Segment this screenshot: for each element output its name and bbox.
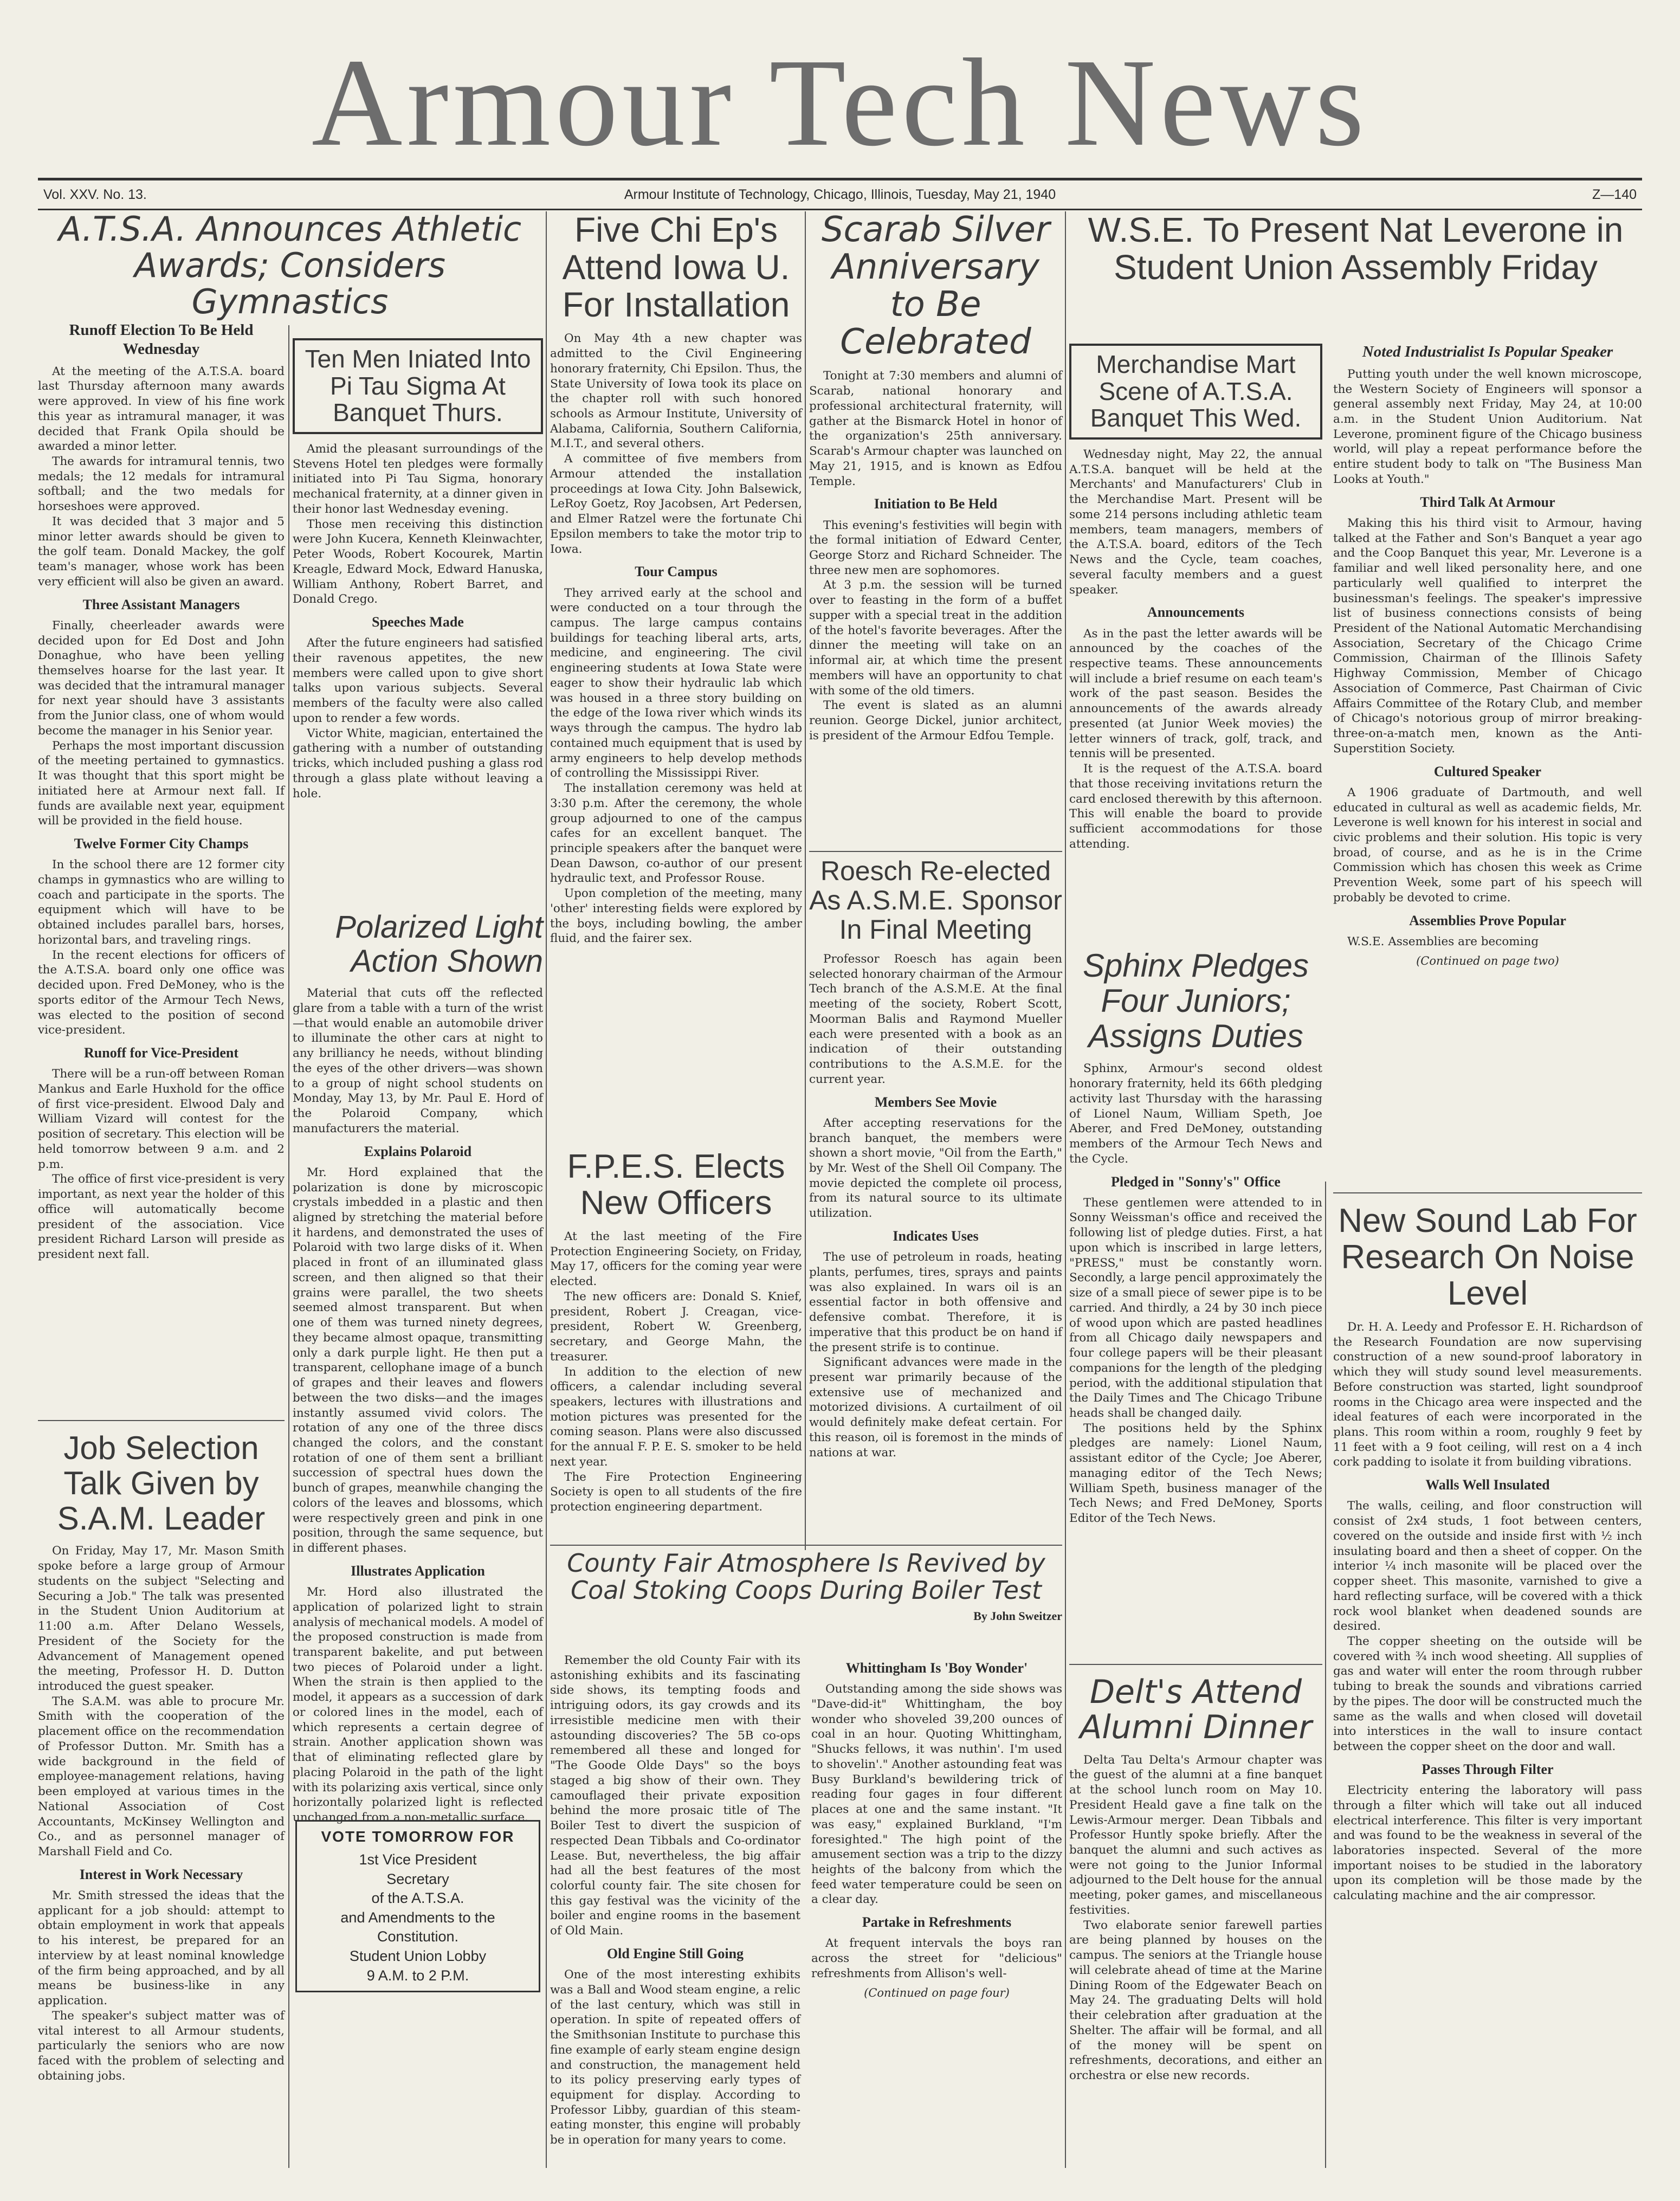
pitau-paragraph: After the future engineers had satisfied their ravenous appetites, the new members were called upon to give short talks upon various subjects. Several members of the faculty were also called upon to render a few words. xyxy=(293,636,543,725)
mart-headline-box xyxy=(1069,344,1322,440)
masthead-title: Armour Tech News xyxy=(311,33,1369,172)
polarized-article xyxy=(293,909,543,1825)
chiep-subhead: Tour Campus xyxy=(635,564,718,580)
polarized-subhead: Explains Polaroid xyxy=(364,1143,472,1159)
county-subhead: Old Engine Still Going xyxy=(606,1945,744,1961)
wse-subhead: Third Talk At Armour xyxy=(1420,494,1555,510)
mart-headline: Merchandise Mart Scene of A.T.S.A. Banquet This Wed. xyxy=(1090,350,1302,433)
chiep-paragraph: They arrived early at the school and were conducted on a tour through the campus. The large campus contains buildings for teaching liberal arts, arts, medicine, and engineering. The civil engineering students at Iowa State were eager to show their hydraulic lab which was housed in a three story building on the edge of the Iowa river which winds its ways through the campus. The hydro lab contained much equipment that is used by army engineers to help develop methods of controlling the Mississippi River. xyxy=(550,586,802,780)
atsa-paragraph: Perhaps the most important discussion of the meeting pertained to gymnastics. It was thought that this sport might be initiated here at Armour next fall. If funds are available next year, equipment will be provided in the field house. xyxy=(38,739,285,828)
wse-paragraph: Putting youth under the well known microscope, the Western Society of Engineers will sponsor a general assembly next Friday, May 24, at 10:00 a.m. in the Student Union Auditorium. Nat Leverone, prominent figure of the Chicago business world, will play a repeat performance before the entire student body to talk on "The Business Man Looks at Youth." xyxy=(1333,367,1642,486)
pitau-headline: Ten Men Iniated Into Pi Tau Sigma At Banquet Thurs. xyxy=(305,345,531,427)
wse-article xyxy=(1333,336,1642,1192)
section-rule xyxy=(38,1420,285,1421)
mart-article xyxy=(1069,341,1322,938)
roesch-subhead: Members See Movie xyxy=(874,1094,997,1110)
fpes-headline: F.P.E.S. Elects New Officers xyxy=(567,1148,785,1222)
sam-article xyxy=(38,1431,285,2173)
atsa-article xyxy=(38,314,285,1387)
county-byline: By John Sweitzer xyxy=(973,1609,1062,1623)
wse-continued: (Continued on page two) xyxy=(1416,954,1559,967)
atsa-paragraph: It was decided that 3 major and 5 minor letter awards should be given to the golf team. Donald Mackey, the golf team's manager, whose work has been very efficient will also be given an award. xyxy=(38,514,285,589)
pitau-headline-box xyxy=(293,338,543,434)
atsa-subhead: Twelve Former City Champs xyxy=(74,836,249,852)
atsa-subhead: Three Assistant Managers xyxy=(82,596,240,612)
roesch-subhead: Indicates Uses xyxy=(893,1228,979,1244)
column-rule xyxy=(1325,1182,1326,2168)
wse-subhead: Cultured Speaker xyxy=(1433,763,1542,779)
sam-paragraph: The S.A.M. was able to procure Mr. Smith with the cooperation of the placement office on the recommendation of Professor Dutton. Mr. Smith has a wide background in the field of employee-management relations, having been employed at various times in the National Association of Cost Accountants, McKinsey Wellington and Co., and as personnel manager of Marshall Field and Co. xyxy=(38,1694,285,1859)
atsa-paragraph: There will be a run-off between Roman Mankus and Earle Huxhold for the office of first vice-president. Elwood Daly and William Vizard will contest for the position of secretary. This election will be held tomorrow between 9 a.m. and 2 p.m. xyxy=(38,1067,285,1171)
polarized-paragraph: Mr. Hord also illustrated the application of polarized light to strain analysis of mechanical models. A model of the proposed construction is made from transparent bakelite, and put between two pieces of Polaroid under a light. When the strain is then applied to the model, it appears as a succession of dark or colored lines in the model, each of which represents a certain degree of strain. Another application shown was that of eliminating reflected glare by placing Polaroid in the path of the light with its polarizing axis vertical, since only horizontally polarized light is reflected unchanged from a non-metallic surface. xyxy=(293,1585,543,1825)
roesch-paragraph: After accepting reservations for the branch banquet, the members were shown a short movie, "Oil from the Earth," by Mr. West of the Shell Oil Company. The movie depicted the complete oil process, from its natural source to its ultimate utilization. xyxy=(809,1116,1062,1221)
chiep-headline: Five Chi Ep's Attend Iowa U. For Installation xyxy=(562,210,790,325)
county-column xyxy=(811,1653,1062,2173)
column-rule xyxy=(546,211,547,2168)
dateline-bar xyxy=(38,178,1642,210)
county-paragraph: One of the most interesting exhibits was a Ball and Wood steam engine, a relic of the last century, which was still in operation. In spite of repeated offers of the Smithsonian Institute to purchase this fine example of early steam engine design and construction, the management held to its policy preserving early types of equipment for display. According to Professor Libby, guardian of this steam-eating monster, this engine will probably be in operation for many years to come. xyxy=(550,1968,800,2147)
vote-line: 1st Vice President xyxy=(359,1851,477,1868)
delt-paragraph: Two elaborate senior farewell parties are being planned by houses on the campus. The seniors at the Triangle house will celebrate ahead of time at the Marine Dining Room of the Edgewater Beach on May 24. The graduating Delts will hold their celebration after graduation at the Shelter. The affair will be formal, and all of the money will be spent on refreshments, decorations, and either an orchestra or else new records. xyxy=(1069,1918,1322,2083)
atsa-paragraph: At the meeting of the A.T.S.A. board last Thursday afternoon many awards were approved. In view of his fine work this year as intramural manager, it was decided that Frank Opila should be awarded a minor letter. xyxy=(38,364,285,454)
volume-number: Vol. XXV. No. 13. xyxy=(43,187,147,202)
sphinx-subhead: Pledged in "Sonny's" Office xyxy=(1111,1173,1281,1190)
vote-line: Secretary xyxy=(386,1870,449,1887)
wse-headline-block xyxy=(1069,211,1642,331)
fpes-paragraph: In addition to the election of new officers, a calendar including several speakers, lectures with illustrations and motion pictures was presented for the coming season. Plans were also discussed for the annual F. P. E. S. smoker to be held next year. xyxy=(550,1365,802,1469)
wse-subhead: Assemblies Prove Popular xyxy=(1409,912,1566,928)
fpes-paragraph: The Fire Protection Engineering Society is open to all students of the fire protection engineering department. xyxy=(550,1470,802,1514)
wse-subhead: Noted Industrialist Is Popular Speaker xyxy=(1362,343,1613,360)
column-rule xyxy=(288,325,289,2168)
roesch-paragraph: The use of petroleum in roads, heating plants, perfumes, tires, sprays and paints was also explained. In wars oil is an essential factor in both offensive and defensive combat. Therefore, it is imperative that this product be on hand if the present strife is to continue. xyxy=(809,1250,1062,1354)
sphinx-paragraph: Sphinx, Armour's second oldest honorary fraternity, held its 66th pledging activity last Thursday with the harassing of Lionel Naum, William Speth, Joe Aberer, and Fred DeMoney, outstanding members of the Armour Tech News and the Cycle. xyxy=(1069,1062,1322,1166)
atsa-subhead: Runoff Election To Be Held Wednesday xyxy=(69,321,254,358)
chiep-paragraph: Upon completion of the meeting, many 'other' interesting fields were explored by the boys, including bowling, the amber fluid, and the fairer sex. xyxy=(550,887,802,946)
scarab-paragraph: At 3 p.m. the session will be turned over to feasting in the form of a buffet supper with a special treat in the addition of the hotel's favorite beverages. After the dinner the meeting will take on an informal air, at which time the present members will have an opportunity to chat with some of the old timers. xyxy=(809,578,1062,698)
soundlab-paragraph: The walls, ceiling, and floor construction will consist of 2x4 studs, 1 foot between centers, covered on the outside and inside first with ½ inch insulating board and then a sheet of copper. On the interior ¼ inch masonite will be placed over the copper sheet. This masonite, varnished to give a hard reflecting surface, will be covered with a thick rock wool blanket when deadened sounds are desired. xyxy=(1333,1499,1642,1634)
sam-paragraph: The speaker's subject matter was of vital interest to all Armour students, particularly the seniors who are now faced with the problem of selecting and obtaining jobs. xyxy=(38,2009,285,2083)
mart-subhead: Announcements xyxy=(1147,604,1245,621)
column-rule xyxy=(1065,211,1066,2168)
vote-line: Student Union Lobby xyxy=(349,1948,487,1965)
delt-article xyxy=(1069,1675,1322,2173)
sam-paragraph: Mr. Smith stressed the ideas that the applicant for a job should: attempt to obtain employment in work that appeals to his interest, be prepared for an interview by at least nominal knowledge of the firm being approached, and by all means be business-like in any application. xyxy=(38,1889,285,2008)
section-rule xyxy=(1333,1192,1642,1193)
scarab-paragraph: This evening's festivities will begin with the formal initiation of Edward Center, George Storz and Richard Schneider. The three new men are sophomores. xyxy=(809,518,1062,577)
polarized-headline: Polarized Light Action Shown xyxy=(335,909,543,979)
county-paragraph: Remember the old County Fair with its astonishing exhibits and its fascinating side shows, its tempting foods and intriguing odors, its gay crowds and its irresistible medicine men with their astounding discoveries? The 5B co-ops remembered all these and longed for "The Goode Olde Days" so the boys staged a big show of their own. They camouflaged their private exposition behind the more prosaic title of The Boiler Test to divert the suspicion of respected Dean Tibbals and Co-ordinator Lease. But, nevertheless, the big affair had all the best features of the most colorful county fair. The site chosen for this gay festival was the vicinity of the boiler and engine rooms in the basement of Old Main. xyxy=(550,1654,800,1938)
atsa-paragraph: Finally, cheerleader awards were decided upon for Ed Dost and John Donaghue, who have been yelling themselves hoarse for the last year. It was decided that the intramural manager for next year should have 3 assistants from the Junior class, one of whom would become the manager in his Senior year. xyxy=(38,618,285,738)
pitau-paragraph: Victor White, magician, entertained the gathering with a number of outstanding tricks, which included pushing a glass rod through a glass plate without leaving a hole. xyxy=(293,726,543,801)
sphinx-paragraph: These gentlemen were attended to in Sonny Weissman's office and received the following list of pledge duties. First, a hat upon which is inscribed in large letters, "PRESS," must be constantly worn. Secondly, a large pencil approximately the size of a small piece of sewer pipe is to be carried. And thirdly, a 24 by 30 inch piece of wood upon which are pasted headlines from all Chicago daily newspapers and four college papers will be their pleasant companions for the length of the pledging period, with the additional stipulation that the Daily Times and The Chicago Tribune heads shall be changed daily. xyxy=(1069,1196,1322,1420)
newspaper-page xyxy=(38,33,1642,2173)
mart-paragraph: It is the request of the A.T.S.A. board that those receiving invitations return the card enclosed therewith by this afternoon. This will enable the board to provide sufficient accommodations for those attending. xyxy=(1069,762,1322,851)
polarized-subhead: Illustrates Application xyxy=(351,1563,485,1579)
section-rule xyxy=(1069,1664,1322,1665)
chiep-paragraph: The installation ceremony was held at 3:30 p.m. After the ceremony, the whole group adjourned to one of the campus cafes for an excellent banquet. The principle speakers after the banquet were Dean Dawson, co-author of our present hydraulic text, and Professor Rouse. xyxy=(550,782,802,886)
section-rule xyxy=(550,1545,1062,1546)
section-rule xyxy=(809,851,1062,852)
soundlab-subhead: Passes Through Filter xyxy=(1421,1761,1554,1777)
chiep-paragraph: On May 4th a new chapter was admitted to the Civil Engineering honorary fraternity, Chi Epsilon. Thus, the State University of Iowa took its place on the chapter roll with such honored schools as Armour Institute, University of Alabama, California, Southern California, M.I.T., and several others. xyxy=(550,332,802,451)
soundlab-headline: New Sound Lab For Research On Noise Level xyxy=(1338,1202,1637,1312)
vote-notice xyxy=(295,1810,540,2168)
dateline-text: Armour Institute of Technology, Chicago, Illinois, Tuesday, May 21, 1940 xyxy=(624,187,1056,202)
delt-headline: Delt's Attend Alumni Dinner xyxy=(1080,1673,1312,1746)
county-paragraph: Outstanding among the side shows was "Dave-did-it" Whittingham, the boy wonder who shoveled 39,200 ounces of coal in an hour. Quoting Whittingham, "Shucks fellows, it was nuthin'. I'm used to shovelin'." Another astounding feat was Busy Burkland's bewildering trick of reading four gages in four different places at one and the same instant. "It was easy," explained Burkland, "I'm foresighted." The high point of the amusement section was a trip to the dizzy heights of the balcony from which the feed water temperature could be seen on a clear day. xyxy=(811,1682,1062,1907)
soundlab-subhead: Walls Well Insulated xyxy=(1425,1477,1550,1493)
edition-code: Z—140 xyxy=(1592,187,1637,202)
roesch-paragraph: Significant advances were made in the present war primarily because of the extensive use of mechanized and motorized divisions. A curtailment of oil would definitely make defeat certain. For this reason, oil is foremost in the minds of nations at war. xyxy=(809,1356,1062,1460)
scarab-paragraph: The event is slated as an alumni reunion. George Dickel, junior architect, is president of the Armour Edfou Temple. xyxy=(809,699,1062,743)
atsa-paragraph: The office of first vice-president is very important, as next year the holder of this office will automatically become president of the association. Vice president Richard Larson will preside as president next fall. xyxy=(38,1172,285,1262)
pitau-subhead: Speeches Made xyxy=(372,614,464,630)
mart-paragraph: As in the past the letter awards will be announced by the coaches of the respective teams. These announcements will include a brief resume on each team's work of the past season. Besides the announcements of the awards already presented (at Junior Week movies) the letter winners of track, golf, track, and tennis will be presented. xyxy=(1069,627,1322,761)
fpes-paragraph: At the last meeting of the Fire Protection Engineering Society, on Friday, May 17, officers for the coming year were elected. xyxy=(550,1229,802,1289)
pitau-article xyxy=(293,336,543,900)
roesch-paragraph: Professor Roesch has again been selected honorary chairman of the Armour Tech branch of the A.S.M.E. At the final meeting of the society, Robert Scott, Moorman Balis and Raymond Mueller each were presented with a book as an indication of their outstanding contributions to the A.S.M.E. for the current year. xyxy=(809,952,1062,1086)
sphinx-paragraph: The positions held by the Sphinx pledges are namely: Lionel Naum, assistant editor of the Cycle; Joe Aberer, managing editor of the Tech News; William Speth, business manager of the Tech News; and Fred DeMoney, Sports Editor of the Tech News. xyxy=(1069,1421,1322,1526)
wse-paragraph: A 1906 graduate of Dartmouth, and well educated in cultural as well as academic fields, Mr. Leverone is well known for his interest in social and civic problems and their solution. His topic is very broad, of course, and as he is in the Crime Commission which has chosen this week as Crime Prevention Week, some part of his speech will probably be devoted to crime. xyxy=(1333,785,1642,905)
wse-paragraph: Making this his third visit to Armour, having talked at the Father and Son's Banquet a year ago and the Coop Banquet this year, Mr. Leverone is a familiar and well liked personality here, and one particularly well qualified to interpret the businessman's feelings. The speaker's impressive list of business connections consists of being President of the National Automatic Merchandising Association, Secretary of the Chicago Crime Commission, Chairman of the Illinois Safety Highway Commission, Member of Chicago Association of Commerce, Past Chairman of Civic Affairs Committee of the Rotary Club, and member of Chicago's notorious group of mirror breaking-three-on-a-match men, known as the Anti-Superstition Society. xyxy=(1333,516,1642,756)
sphinx-article xyxy=(1069,948,1322,1555)
sam-paragraph: On Friday, May 17, Mr. Mason Smith spoke before a large group of Armour students on the subject "Selecting and Securing a Job." The talk was presented in the Student Union Auditorium at 11:00 a.m. After Delano Wessels, President of the Society for the Advancement of Management opened the meeting, Professor H. D. Dutton introduced the guest speaker. xyxy=(38,1544,285,1693)
atsa-paragraph: In the school there are 12 former city champs in gymnastics who are willing to coach and participate in the sports. The equipment which will have to be obtained includes parallel bars, horses, horizontal bars, and traveling rings. xyxy=(38,858,285,947)
delt-paragraph: Delta Tau Delta's Armour chapter was the guest of the alumni at a fine banquet at the school lunch room on May 10. President Heald gave a fine talk on the Lewis-Armour merger. Dean Tibbals and Professor Huntly spoke briefly. After the banquet the alumni and such actives as were not going to the Junior Informal adjourned to the Delt house for the annual meeting, poker games, and miscellaneous festivities. xyxy=(1069,1753,1322,1917)
vote-line: and Amendments to the Constitution. xyxy=(340,1909,495,1945)
county-article xyxy=(550,1550,1062,2173)
county-subhead: Whittingham Is 'Boy Wonder' xyxy=(845,1660,1028,1676)
sam-headline: Job Selection Talk Given by S.A.M. Leader xyxy=(57,1430,266,1537)
county-headline: County Fair Atmosphere Is Revived by Coal Stoking Coops During Boiler Test xyxy=(567,1548,1045,1605)
county-subhead: Partake in Refreshments xyxy=(862,1914,1012,1931)
wse-paragraph: W.S.E. Assemblies are becoming xyxy=(1347,934,1539,948)
vote-box xyxy=(295,1820,540,1992)
polarized-paragraph: Material that cuts off the reflected glare from a table with a turn of the wrist—that would enable an automobile driver to illuminate the other cars at night to any brilliancy he needs, without blinding the eyes of the other drivers—was shown to a group of night school students on Monday, May 13, by Mr. Paul E. Hord of the Polaroid Company, which manufacturers the material. xyxy=(293,986,543,1135)
mart-paragraph: Wednesday night, May 22, the annual A.T.S.A. banquet will be held at the Merchants' and Manufacturers' Club in the Merchandise Mart. Present will be some 214 persons including athletic team members, team managers, members of the A.T.S.A. board, editors of the Tech News and the Cycle, team coaches, several faculty members and a guest speaker. xyxy=(1069,448,1322,597)
county-column xyxy=(550,1653,800,2173)
county-continued: (Continued on page four) xyxy=(864,1986,1010,1999)
polarized-paragraph: Mr. Hord explained that the polarization is done by microscopic crystals imbedded in a plastic and then aligned by stretching the material before it hardens, and demonstrated the uses of Polaroid with two large disks of it. When placed in front of an illuminated glass screen, and then aligned so that their grains were parallel, the two sheets seemed almost transparent. But when one of them was turned ninety degrees, they became almost opaque, transmitting only a dark purple light. He then put a transparent, cellophane image of a bunch of grapes and their leaves and flowers between the two disks—and the images instantly assumed vivid colors. The rotation of any one of the three discs changed the colors, and the constant rotation of one of them sent a brilliant succession of spectral hues down the bunch of grapes, meanwhile changing the colors of the leaves and blossoms, which were respectively green and pink in one position, through the same sequence, but in different phases. xyxy=(293,1165,543,1555)
atsa-paragraph: The awards for intramural tennis, two medals; the 12 medals for intramural softball; and the two medals for horseshoes were approved. xyxy=(38,455,285,514)
atsa-paragraph: In the recent elections for officers of the A.T.S.A. board only one office was decided upon. Fred DeMoney, who is the sports editor of the Armour Tech News, was elected to the position of second vice-president. xyxy=(38,948,285,1037)
sam-subhead: Interest in Work Necessary xyxy=(79,1866,243,1882)
scarab-article xyxy=(809,211,1062,845)
chiep-article xyxy=(550,211,802,1133)
atsa-subhead: Runoff for Vice-President xyxy=(84,1045,238,1061)
scarab-subhead: Initiation to Be Held xyxy=(874,496,998,512)
chiep-paragraph: A committee of five members from Armour attended the installation proceedings at Iowa City. John Balsewick, LeRoy Goetz, Roy Jacobsen, Art Pedersen, and Elmer Ratzel were the fortunate Chi Epsilon members to take the motor trip to Iowa. xyxy=(550,452,802,556)
fpes-paragraph: The new officers are: Donald S. Knief, president, Robert J. Creagan, vice-president, Robert W. Greenberg, secretary, and George Mahn, the treasurer. xyxy=(550,1289,802,1364)
soundlab-paragraph: Dr. H. A. Leedy and Professor E. H. Richardson of the Research Foundation are now supervising construction of a new sound-proof laboratory in which they will study sound level measurements. Before construction was started, light soundproof rooms in the Chicago area were inspected and the ideal features of each were incorporated in the plans. This room within a room, roughly 9 feet by 11 feet with a 9 foot ceiling, will rest on a 4 inch cork padding to isolate it from building vibrations. xyxy=(1333,1320,1642,1469)
soundlab-paragraph: The copper sheeting on the outside will be covered with ¾ inch wood sheeting. All supplies of gas and water will enter the room through rubber tubing to break the sounds and vibrations carried by the pipes. The door will be constructed much the same as the walls and when closed will dovetail into interstices in the wall to insure contact between the copper sheet on the door and wall. xyxy=(1333,1635,1642,1754)
scarab-paragraph: Tonight at 7:30 members and alumni of Scarab, national honorary and professional architectural fraternity, will gather at the Bismarck Hotel in honor of the organization's 25th anniversary. Scarab's Armour chapter was launched on May 21, 1915, and is known as Edfou Temple. xyxy=(809,369,1062,488)
county-paragraph: At frequent intervals the boys ran across the street for "delicious" refreshments from Allison's well- xyxy=(811,1937,1062,1980)
sphinx-headline: Sphinx Pledges Four Juniors; Assigns Duties xyxy=(1083,947,1309,1054)
atsa-headline: A.T.S.A. Announces Athletic Awards; Considers Gymnastics xyxy=(58,209,522,321)
pitau-paragraph: Those men receiving this distinction were John Kucera, Kenneth Kleinwachter, Peter Woods, Robert Kocourek, Martin Kreagle, Edward Mock, Edward Hanuska, William Anthony, Robert Barret, and Donald Crego. xyxy=(293,517,543,606)
vote-title: VOTE TOMORROW FOR xyxy=(321,1828,515,1845)
soundlab-paragraph: Electricity entering the laboratory will pass through a filter which will take out all induced electrical interference. This filter is very important and was found to be the weakness in several of the laboratories inspected. Several of the more important noises to be studied in the laboratory upon its completion will be those made by the calculating machine and the air compressor. xyxy=(1333,1784,1642,1903)
soundlab-article xyxy=(1333,1203,1642,2173)
wse-headline: W.S.E. To Present Nat Leverone in Student Union Assembly Friday xyxy=(1088,210,1624,287)
scarab-headline: Scarab Silver Anniversary to Be Celebrated xyxy=(821,210,1050,363)
vote-line: of the A.T.S.A. xyxy=(371,1890,464,1907)
pitau-paragraph: Amid the pleasant surroundings of the Stevens Hotel ten pledges were formally initiated into Pi Tau Sigma, honorary mechanical fraternity, at a dinner given in their honor last Wednesday evening. xyxy=(293,442,543,516)
vote-line: 9 A.M. to 2 P.M. xyxy=(366,1967,469,1984)
roesch-headline: Roesch Re-elected As A.S.M.E. Sponsor In Final Meeting xyxy=(809,856,1062,945)
